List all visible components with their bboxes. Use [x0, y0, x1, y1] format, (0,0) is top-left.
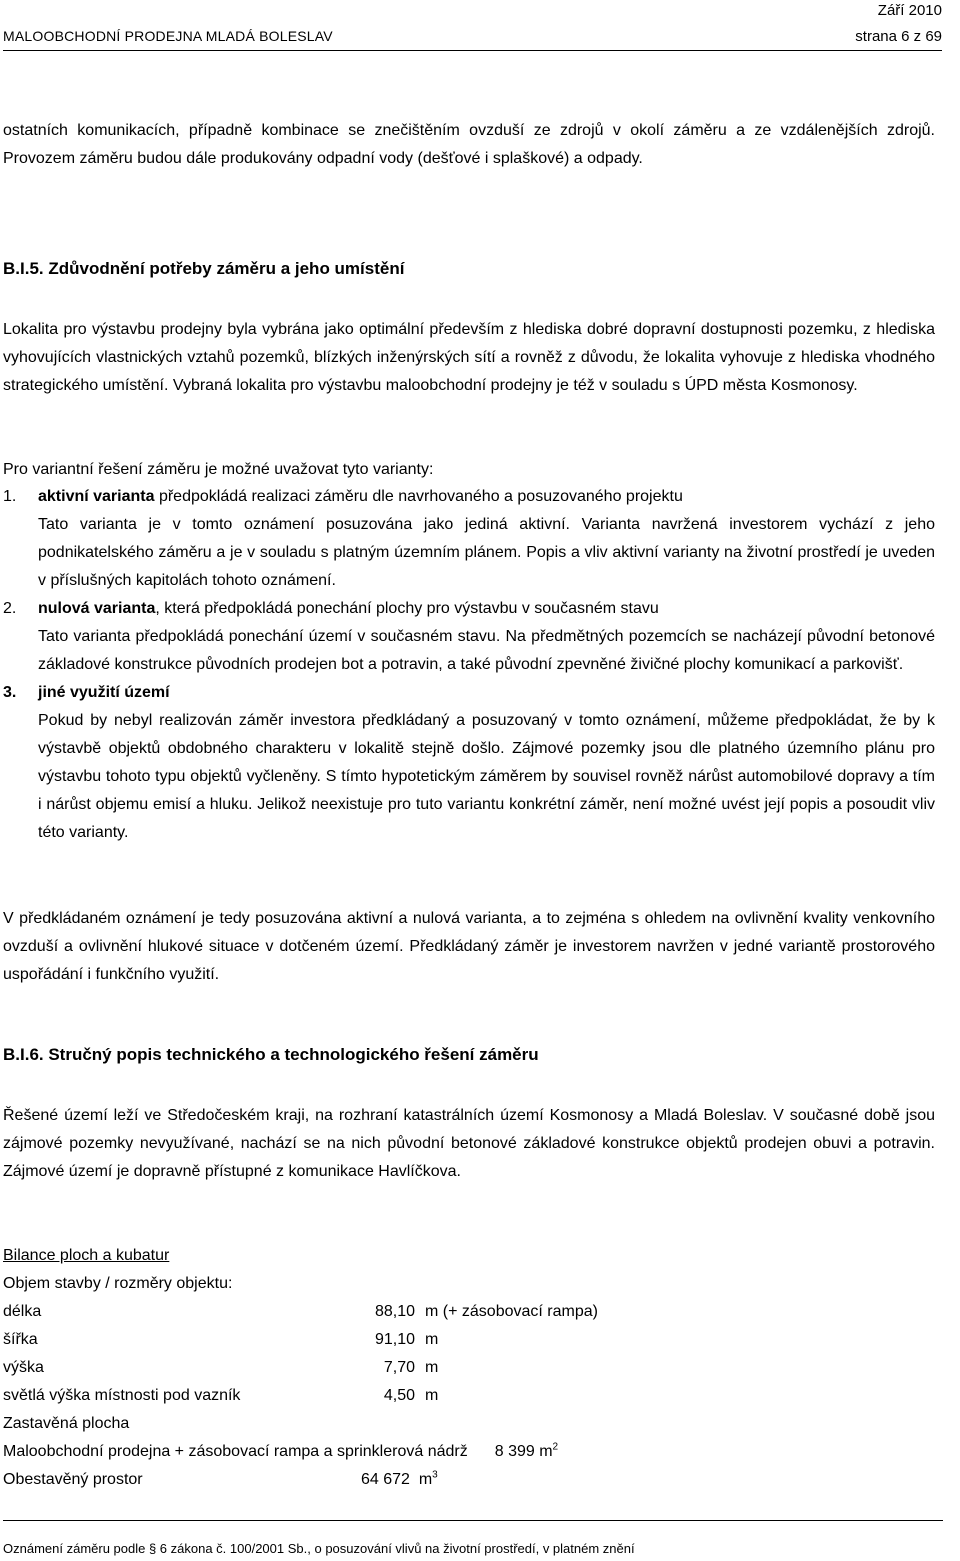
variant-name: aktivní varianta: [38, 488, 155, 505]
variants-intro: Pro variantní řešení záměru je možné uvažovat tyto varianty:: [3, 461, 434, 478]
obestaveny-value: 64 672 m: [361, 1471, 433, 1488]
variant-title: [3, 679, 935, 707]
section6-paragraph: Řešené území leží ve Středočeském kraji, na rozhraní katastrálních území Kosmonosy a Mladá Boleslav. V současné době jsou zájmové pozemky nevyužívané, nachází se na nich původní betonové základové konstrukce objektů prodejen obuvi a potravin. Zájmové území je dopravně přístupné z komunikace Havlíčkova.: [3, 1107, 935, 1180]
objem-label: Objem stavby / rozměry objektu:: [3, 1275, 233, 1292]
header-divider: [3, 50, 942, 51]
row-value: 91,10: [374, 1331, 415, 1348]
table-row: [3, 1354, 598, 1382]
zastavena-row: [3, 1438, 935, 1466]
variant-name: jiné využití území: [38, 684, 170, 701]
zastavena-value: 8 399 m: [494, 1443, 553, 1460]
variant-description: Pokud by nebyl realizován záměr investora předkládaný a posuzovaný v tomto oznámení, můžeme předpokládat, že by k výstavbě objektů obdobného charakteru v lokalitě stejně došlo. Zájmové pozemky jsou dle platného územního plánu pro výstavbu tohoto typu objektů vyčleněny. S tímto hypotetickým záměrem by souvisel rovněž nárůst automobilové dopravy a tím i nárůst objemu emisí a hluku. Jelikož neexistuje pro tuto variantu konkrétní záměr, není možné uvést její popis a posoudit vliv této varianty.: [38, 712, 935, 841]
obestaveny-row: [3, 1466, 935, 1494]
variant-title: [3, 483, 935, 511]
page-footer: [3, 1520, 942, 1556]
section-heading-b-i-6: B.I.6. Stručný popis technického a technologického řešení záměru: [3, 1045, 539, 1064]
conclusion-paragraph: V předkládaném oznámení je tedy posuzována aktivní a nulová varianta, a to zejména s ohledem na ovlivnění kvality venkovního ovzduší a ovlivnění hlukové situace v dotčeném území. Předkládaný záměr je investorem navržen v jedné variantě prostorového uspořádání i funkčního využití.: [3, 910, 935, 983]
row-unit: m: [425, 1331, 439, 1348]
variant-item: [3, 679, 935, 847]
row-unit: m: [425, 1387, 439, 1404]
row-value: 4,50: [383, 1387, 415, 1404]
row-label: délka: [3, 1303, 42, 1320]
table-row: [3, 1382, 598, 1410]
dimensions-table: [3, 1298, 598, 1410]
footer-divider: [3, 1520, 943, 1521]
variant-title-rest: , která předpokládá ponechání plochy pro výstavbu v současném stavu: [155, 600, 659, 617]
variant-description: Tato varianta je v tomto oznámení posuzována jako jediná aktivní. Varianta navržená investorem vychází z jeho podnikatelského záměru a je v souladu s platným územním plánem. Popis a vliv aktivní varianty na životní prostředí je uveden v příslušných kapitolách tohoto oznámení.: [38, 516, 935, 589]
table-row: [3, 1298, 598, 1326]
row-label: světlá výška místnosti pod vazník: [3, 1387, 241, 1404]
obestaveny-exponent: 3: [432, 1469, 438, 1481]
section-heading-b-i-5: B.I.5. Zdůvodnění potřeby záměru a jeho umístění: [3, 259, 405, 278]
variant-item: [3, 483, 935, 595]
variants-list: [3, 483, 935, 847]
zastavena-exponent: 2: [552, 1441, 559, 1453]
row-value: 7,70: [383, 1359, 415, 1376]
section5-paragraph: Lokalita pro výstavbu prodejny byla vybrána jako optimální především z hlediska dobré dopravní dostupnosti pozemku, z hlediska vyhovujících vlastnických vztahů pozemků, blízkých inženýrských sítí a rovněž z důvodu, že lokalita vyhovuje z hlediska vhodného strategického umístění. Vybraná lokalita pro výstavbu maloobchodní prodejny je též v souladu s ÚPD města Kosmonosy.: [3, 321, 935, 394]
footer-text: Oznámení záměru podle § 6 zákona č. 100/2001 Sb., o posuzování vlivů na životní prostředí, v platném znění: [3, 1541, 635, 1556]
header-title: MALOOBCHODNÍ PRODEJNA MLADÁ BOLESLAV: [3, 28, 333, 44]
variant-description: Tato varianta předpokládá ponechání území v současném stavu. Na předmětných pozemcích se nacházejí původní betonové základové konstrukce původních prodejen bot a potravin, a také původní zpevněné živičné plochy komunikací a parkovišť.: [38, 628, 935, 673]
table-row: [3, 1326, 598, 1354]
row-label: šířka: [3, 1331, 38, 1348]
row-unit: m (+ zásobovací rampa): [425, 1303, 598, 1320]
obestaveny-label: Obestavěný prostor: [3, 1471, 143, 1488]
variant-name: nulová varianta: [38, 600, 156, 617]
variant-title: [3, 595, 935, 623]
page-number: strana 6 z 69: [855, 28, 942, 45]
intro-paragraph: ostatních komunikacích, případně kombinace se znečištěním ovzduší ze zdrojů v okolí záměru a ze vzdálenějších zdrojů. Provozem záměru budou dále produkovány odpadní vody (dešťové i splaškové) a odpady.: [3, 122, 935, 167]
row-label: výška: [3, 1359, 44, 1376]
row-value: 88,10: [374, 1303, 415, 1320]
variant-number: 1.: [3, 488, 17, 505]
variant-title-rest: předpokládá realizaci záměru dle navrhovaného a posuzovaného projektu: [154, 488, 683, 505]
header-date: Září 2010: [877, 2, 942, 19]
variant-number: 2.: [3, 600, 17, 617]
page-header: [3, 0, 942, 50]
variant-item: [3, 595, 935, 679]
variant-number: 3.: [3, 684, 17, 701]
zastavena-label: Zastavěná plocha: [3, 1415, 130, 1432]
row-unit: m: [425, 1359, 439, 1376]
bilance-title: Bilance ploch a kubatur: [3, 1247, 170, 1264]
zastavena-item: Maloobchodní prodejna + zásobovací rampa a sprinklerová nádrž: [3, 1443, 468, 1460]
